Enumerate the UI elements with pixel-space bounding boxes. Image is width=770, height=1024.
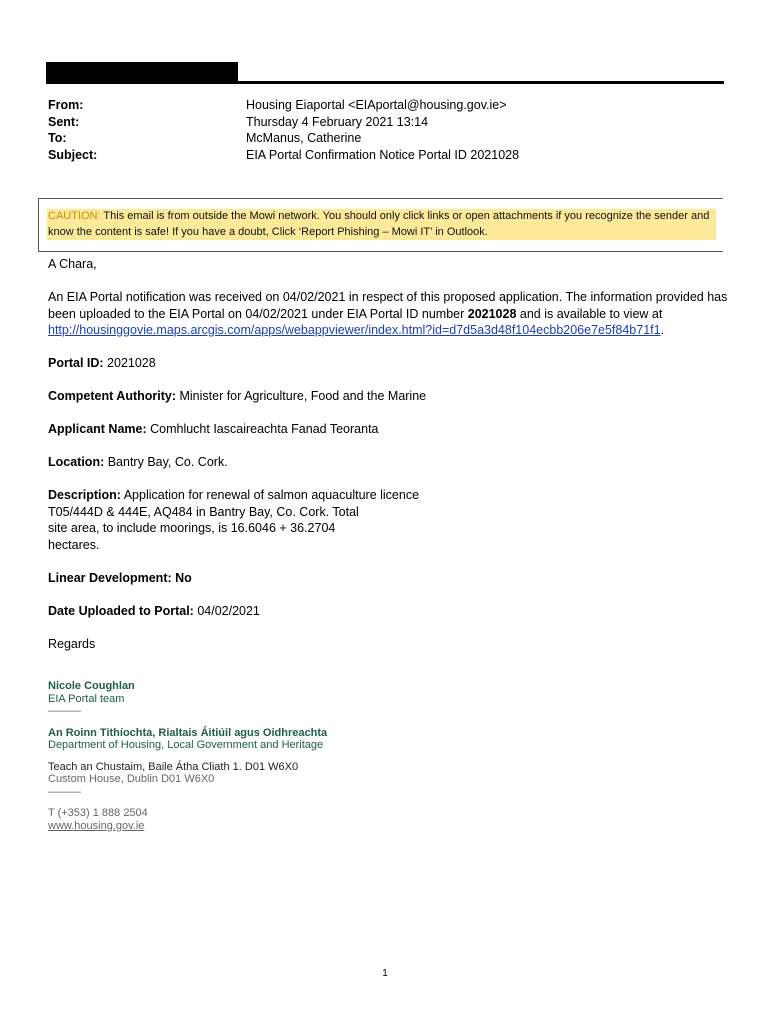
- applicant-value: Comhlucht Iascaireachta Fanad Teoranta: [146, 422, 379, 436]
- intro-text-2: and is available to view at: [516, 306, 663, 321]
- description-line-3: site area, to include moorings, is 16.6046 + 36.2704: [48, 521, 336, 535]
- address-english: Custom House, Dublin D01 W6X0: [48, 773, 215, 785]
- email-header: [48, 97, 519, 163]
- sent-row: [48, 114, 519, 131]
- redaction-bar: [46, 62, 238, 81]
- linear-value: No: [171, 570, 192, 585]
- caution-text: This email is from outside the Mowi network. You should only click links or open attachments if you recognize the sender and know the content is safe! If you have a doubt, Click ‘Report Phishing – Mowi IT’ in Outlook.: [48, 210, 710, 238]
- linear-line: [48, 570, 728, 587]
- address-irish: Teach an Chustaim, Baile Átha Cliath 1. D01 W6X0: [48, 760, 299, 773]
- sent-value: Thursday 4 February 2021 13:14: [246, 114, 429, 129]
- description-block: [48, 487, 728, 553]
- authority-label: Competent Authority:: [48, 389, 176, 403]
- intro-text-1: An EIA Portal notification was received on 04/02/2021 in respect of this proposed application. The information provided has been uploaded to the EIA Portal on 04/02/2021 under EIA Portal ID number: [48, 290, 728, 321]
- portal-id-value: 2021028: [103, 356, 156, 370]
- to-value: McManus, Catherine: [246, 131, 362, 145]
- subject-label: Subject:: [48, 147, 98, 162]
- from-row: [48, 97, 519, 114]
- intro-paragraph: [48, 289, 728, 339]
- to-label: To:: [48, 131, 67, 145]
- header-divider: [46, 81, 724, 84]
- greeting: A Chara,: [48, 257, 97, 271]
- caution-box: [38, 198, 723, 252]
- applicant-label: Applicant Name:: [48, 422, 147, 436]
- date-value: 04/02/2021: [193, 603, 260, 618]
- signature-name: Nicole Coughlan: [48, 680, 135, 692]
- linear-label: Linear Development:: [48, 570, 172, 585]
- caution-tag: CAUTION:: [48, 210, 101, 222]
- signature-separator-2: ———: [48, 785, 81, 798]
- subject-value: EIA Portal Confirmation Notice Portal ID 2021028: [246, 147, 520, 162]
- intro-portal-id: 2021028: [467, 306, 517, 321]
- authority-value: Minister for Agriculture, Food and the Marine: [176, 389, 427, 403]
- authority-line: [48, 388, 728, 405]
- description-line-2: T05/444D & 444E, AQ484 in Bantry Bay, Co. Cork. Total: [48, 504, 359, 519]
- location-value: Bantry Bay, Co. Cork.: [104, 455, 228, 469]
- regards: Regards: [48, 636, 96, 651]
- signature-team: EIA Portal team: [48, 692, 125, 705]
- signature-block: [48, 680, 327, 832]
- description-line-1: Application for renewal of salmon aquaculture licence: [120, 488, 420, 502]
- signature-separator-1: ———: [48, 705, 81, 717]
- description-line-4: hectares.: [48, 537, 100, 552]
- email-body: [48, 256, 728, 669]
- from-label: From:: [48, 98, 84, 112]
- website-link[interactable]: www.housing.gov.ie: [48, 819, 145, 832]
- phone-number: T (+353) 1 888 2504: [48, 807, 148, 819]
- department-english: Department of Housing, Local Government and Heritage: [48, 739, 324, 751]
- sent-label: Sent:: [48, 114, 80, 129]
- portal-link[interactable]: http://housinggovie.maps.arcgis.com/apps/webappviewer/index.html?id=d7d5a3d48f104ecbb206e7e5f84b71f1: [48, 323, 661, 337]
- to-row: [48, 130, 519, 147]
- portal-id-line: [48, 355, 728, 372]
- portal-id-label: Portal ID:: [48, 356, 104, 370]
- link-tail: .: [660, 323, 665, 337]
- department-irish: An Roinn Tithíochta, Rialtais Áitiúil agus Oidhreachta: [48, 726, 328, 739]
- caution-banner: [47, 209, 716, 240]
- from-value: Housing Eiaportal <EIAportal@housing.gov.ie>: [246, 98, 507, 112]
- location-label: Location:: [48, 455, 105, 469]
- location-line: [48, 454, 728, 471]
- description-label: Description:: [48, 488, 121, 502]
- subject-row: [48, 147, 519, 164]
- date-label: Date Uploaded to Portal:: [48, 603, 194, 618]
- applicant-line: [48, 421, 728, 438]
- page-number: 1: [382, 968, 388, 979]
- date-line: [48, 603, 728, 620]
